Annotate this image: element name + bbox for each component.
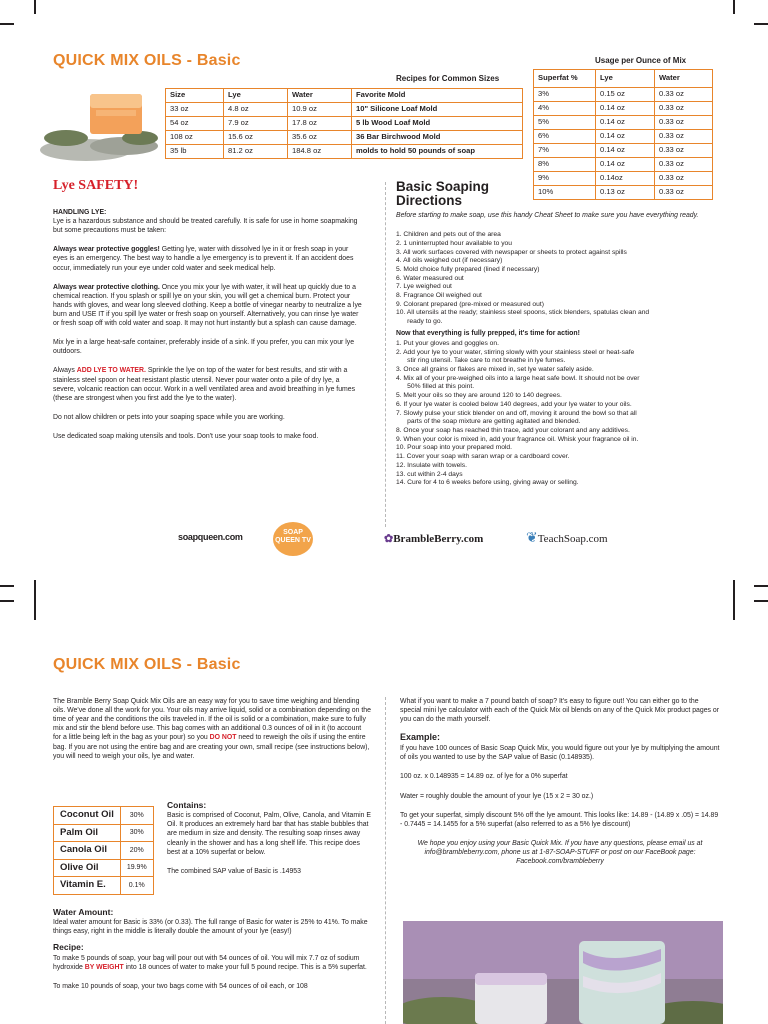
soapqueen-tv-label: SOAP QUEEN TV (275, 529, 311, 544)
table-cell: 108 oz (166, 131, 224, 145)
table-cell: 8% (534, 158, 596, 172)
list-item: 12. Insulate with towels. (396, 461, 467, 469)
table-cell: 0.33 oz (655, 144, 713, 158)
table-cell: 0.14 oz (596, 144, 655, 158)
table-cell: 3% (534, 88, 596, 102)
list-item: 4. All oils weighed out (if necessary) (396, 257, 503, 265)
table-row (534, 102, 713, 116)
list-item: 8. Once your soap has reached thin trace, add your colorant and any additives. (396, 426, 630, 434)
batch-question-text: What if you want to make a 7 pound batch of soap? It's easy to figure out! You can either go to the special mini lye calculator with each of the Quick Mix oil blends on any of the Quick Mix product pages or you can do the math yourself. (400, 698, 720, 724)
table-cell: 0.14 oz (596, 130, 655, 144)
table-row (166, 117, 523, 131)
list-item: 9. Colorant prepared (pre-mixed or measured out) (396, 300, 544, 308)
table-cell: 0.14 oz (596, 158, 655, 172)
list-item: 1. Put your gloves and goggles on. (396, 339, 499, 347)
table-cell: 0.14oz (596, 172, 655, 186)
sap-value-text: The combined SAP value of Basic is .14953 (167, 867, 301, 875)
list-item: 6. If your lye water is cooled below 140 degrees, add your lye water to your oils. (396, 400, 632, 408)
table-header: Water (288, 89, 352, 103)
table-row (534, 172, 713, 186)
table-row (534, 158, 713, 172)
oil-percent: 19.9% (120, 859, 153, 877)
table-cell: 0.33 oz (655, 186, 713, 200)
table-cell: 10% (534, 186, 596, 200)
column-divider (385, 182, 386, 527)
clothing-text: Once you mix your lye with water, it will heat up quickly due to a chemical reaction. If you splash or spill lye on your skin, you will get a chemical burn. Protect your hands with gloves, and wear long sleeved clothing. Keep a bottle of vinegar nearby to neutralize a lye burn and USE IT if you spill lye water or fresh soap on yourself. Alternatively, you can rinse lye water or fresh soap off with cold water and soap. It may not hurt instantly but a splash can cause damage. (53, 283, 362, 328)
table-cell: 15.6 oz (224, 131, 288, 145)
table-cell: 7.9 oz (224, 117, 288, 131)
soap-photo-bottom (403, 921, 723, 1024)
recipe-heading: Recipe: (53, 942, 84, 953)
table-cell: 0.33 oz (655, 130, 713, 144)
table-cell: 0.13 oz (596, 186, 655, 200)
table-header: Superfat % (534, 70, 596, 88)
table-row (534, 88, 713, 102)
lye-intro: Lye is a hazardous substance and should be treated carefully. It is safe for use in home soapmaking but some precautions must be taken: (53, 218, 358, 235)
table-header: Lye (224, 89, 288, 103)
do-not-warning: DO NOT (209, 734, 237, 742)
crop-mark (0, 23, 14, 25)
list-item: 11. Cover your soap with saran wrap or a cardboard cover. (396, 453, 570, 461)
table-header: Size (166, 89, 224, 103)
recipe-text-10lb: To make 10 pounds of soap, your two bags come with 54 ounces of oil each, or 108 (53, 982, 308, 990)
table-cell: 0.33 oz (655, 172, 713, 186)
crop-mark (34, 580, 36, 620)
directions-title (396, 180, 489, 208)
table-cell: 7% (534, 144, 596, 158)
usage-heading: Usage per Ounce of Mix (595, 56, 687, 65)
list-item: 5. Mold choice fully prepared (lined if necessary) (396, 265, 540, 273)
table-cell: 0.33 oz (655, 88, 713, 102)
table-cell: 10.9 oz (288, 103, 352, 117)
table-cell: 5% (534, 116, 596, 130)
example-text: If you have 100 ounces of Basic Soap Quick Mix, you would figure out your lye by multiplying the amount of oils you wanted to use by the SAP value of Basic (0.148935). (400, 745, 720, 762)
steps-list (396, 340, 736, 488)
add-lye-text: Sprinkle the lye on top of the water for best results, and stir with a stainless steel spoon or heat resistant plastic utensil. Never pour water onto a pile of dry lye, a severe, volcanic reaction can occur. Work in a well ventilated area and avoid breathing in lye fumes (these are strongest when you first add the lye to the water). (53, 367, 356, 402)
oil-percent: 0.1% (120, 877, 153, 895)
table-header: Water (655, 70, 713, 88)
table-cell: 54 oz (166, 117, 224, 131)
water-text: Ideal water amount for Basic is 33% (or 0.33). The full range of Basic for water is 25% to 41%. To make things easy, right in the middle is literally double the amount of your lye (easy!) (53, 919, 368, 936)
oil-name: Canola Oil (54, 842, 121, 860)
add-lye-warning: ADD LYE TO WATER. (76, 367, 146, 375)
contains-heading: Contains: (167, 800, 207, 810)
table-cell: 4% (534, 102, 596, 116)
directions-body (396, 211, 736, 488)
table-row (534, 186, 713, 200)
example-water: Water = roughly double the amount of your lye (15 x 2 = 30 oz.) (400, 792, 594, 800)
recipe-text: To make 5 pounds of soap, your bag will pour out with 54 ounces of oil. You will mix 7.7 oz of sodium hydroxide (53, 954, 360, 971)
recipes-table (165, 88, 523, 159)
bottom-right-column (400, 697, 720, 872)
handling-lye-heading: HANDLING LYE: (53, 209, 107, 216)
table-cell: 184.8 oz (288, 145, 352, 159)
contains-section (167, 800, 371, 882)
list-item: 1. Children and pets out of the area (396, 231, 501, 239)
crop-mark (733, 580, 735, 620)
table-row (166, 103, 523, 117)
list-item: 10. All utensils at the ready; stainless steel spoons, stick blenders, spatulas clean and (396, 309, 650, 317)
table-cell: 0.33 oz (655, 158, 713, 172)
soap-photo (36, 80, 162, 162)
table-row (166, 131, 523, 145)
berry-icon: ✿ (384, 533, 394, 545)
list-item: parts of the soap mixture are getting agitated and blended. (396, 418, 581, 426)
table-cell: 35.6 oz (288, 131, 352, 145)
crop-mark (733, 0, 735, 14)
table-cell: 4.8 oz (224, 103, 288, 117)
list-item: 13. cut within 2-4 days (396, 470, 463, 478)
list-item: 50% filled at this point. (396, 383, 475, 391)
table-row (54, 859, 154, 877)
oil-name: Vitamin E. (54, 877, 121, 895)
table-row (534, 116, 713, 130)
bottom-intro (53, 697, 371, 767)
water-section (53, 907, 371, 997)
table-cell: 36 Bar Birchwood Mold (352, 131, 523, 145)
example-calc: 100 oz. x 0.148935 = 14.89 oz. of lye for a 0% superfat (400, 773, 568, 781)
children-text: Do not allow children or pets into your soaping space while you are working. (53, 413, 285, 421)
list-item: 5. Melt your oils so they are around 120 to 140 degrees. (396, 392, 562, 400)
oil-percent: 30% (120, 824, 153, 842)
table-row (534, 144, 713, 158)
teachsoap-logo (526, 530, 608, 548)
lye-safety-text (53, 208, 363, 447)
recipes-heading: Recipes for Common Sizes (396, 74, 500, 83)
checklist (396, 231, 736, 327)
table-row (534, 130, 713, 144)
list-item: 3. All work surfaces covered with newspaper or sheets to protect against spills (396, 248, 627, 256)
water-heading: Water Amount: (53, 907, 114, 917)
soapqueen-logo: soapqueen.com (178, 532, 243, 542)
list-item: 8. Fragrance Oil weighed out (396, 292, 482, 300)
crop-mark (754, 23, 768, 25)
closing-text: We hope you enjoy using your Basic Quick Mix. If you have any questions, please email us at info@brambleberry.com, phone us at 1-87-SOAP-STUFF or post on our FaceBook page: Facebook.com/brambleberry (417, 839, 703, 866)
table-header-row (534, 70, 713, 88)
clothing-lead: Always wear protective clothing. (53, 283, 160, 291)
crop-mark (34, 0, 36, 14)
page-title-bottom: QUICK MIX OILS - Basic (53, 656, 241, 673)
oil-composition-table (53, 806, 154, 895)
container-text: Mix lye in a large heat-safe container, preferably inside of a sink. If you prefer, you can mix your lye outdoors. (53, 339, 355, 356)
tools-text: Use dedicated soap making utensils and tools. Don't use your soap tools to make food. (53, 432, 319, 440)
goggles-text: Getting lye, water with dissolved lye in it or fresh soap in your eyes is an emergency. The best way to handle a lye emergency is to prevent it. If an accident does occur, immediately run your eye under cold water and seek medical help. (53, 246, 354, 272)
teachsoap-label: TeachSoap.com (537, 533, 608, 545)
always-word: Always (53, 367, 77, 375)
crop-mark (754, 585, 768, 587)
table-cell: 0.33 oz (655, 102, 713, 116)
table-header: Favorite Mold (352, 89, 523, 103)
list-item: 4. Mix all of your pre-weighed oils into a large heat safe bowl. It should not be over (396, 374, 640, 382)
goggles-lead: Always wear protective goggles! (53, 246, 160, 254)
directions-title-line: Basic Soaping (396, 179, 490, 194)
crop-mark (754, 600, 768, 602)
table-cell: 17.8 oz (288, 117, 352, 131)
brambleberry-logo (384, 532, 483, 547)
intro-text: The Bramble Berry Soap Quick Mix Oils are an easy way for you to save time weighing and blending oils. We've done all the work for you. Your oils may arrive liquid, solid or a combination depending on the time of year and the conditions the oils traveled in. If the oil is solid or a combination, make sure to fully mix and stir the blend before use. This bag comes with an additional 0.3 ounces of oil in it (to account for a little being left in the bag as your pour) so you (53, 698, 371, 742)
example-superfat: To get your superfat, simply discount 5% off the lye amount. This looks like: 14.89 - (14.89 x .05) = 14.89 - 0.7445 = 14.1455 for a 5% superfat (also referred to as a 5% lye discount) (400, 811, 719, 828)
table-row (54, 877, 154, 895)
directions-title-line: Directions (396, 193, 463, 209)
brambleberry-label: BrambleBerry.com (393, 533, 484, 545)
table-cell: 0.15 oz (596, 88, 655, 102)
table-cell: 35 lb (166, 145, 224, 159)
oil-name: Coconut Oil (54, 807, 121, 825)
action-heading: Now that everything is fully prepped, it's time for action! (396, 329, 580, 337)
table-row (54, 842, 154, 860)
oil-name: Palm Oil (54, 824, 121, 842)
table-header: Lye (596, 70, 655, 88)
example-heading: Example: (400, 732, 441, 743)
table-row (166, 145, 523, 159)
crop-mark (0, 585, 14, 587)
page-title: QUICK MIX OILS - Basic (53, 52, 241, 69)
table-row (54, 824, 154, 842)
table-cell: 33 oz (166, 103, 224, 117)
list-item: ready to go. (396, 318, 443, 326)
list-item: 7. Lye weighed out (396, 283, 452, 291)
recipe-text: into 18 ounces of water to make your full 5 pound recipe. This is a 5% superfat. (123, 963, 367, 971)
by-weight-warning: BY WEIGHT (84, 963, 124, 971)
list-item: 14. Cure for 4 to 6 weeks before using, giving away or selling. (396, 479, 579, 487)
oil-name: Olive Oil (54, 859, 121, 877)
soapqueen-tv-logo (273, 522, 313, 556)
table-header-row (166, 89, 523, 103)
oil-percent: 30% (120, 807, 153, 825)
table-cell: molds to hold 50 pounds of soap (352, 145, 523, 159)
table-cell: 5 lb Wood Loaf Mold (352, 117, 523, 131)
list-item: 7. Slowly pulse your stick blender on and off, moving it around the bowl so that all (396, 409, 637, 417)
contains-text: Basic is comprised of Coconut, Palm, Olive, Canola, and Vitamin E Oil. It produces an extremely hard bar that has stable bubbles that are medium in size and density. The resulting soap rinses away cleanly in the shower and has a long shelf life. This recipe does best at a 10% superfat or below. (167, 812, 372, 856)
list-item: stir ring utensil. Take care to not breathe in lye fumes. (396, 357, 566, 365)
list-item: 9. When your color is mixed in, add your fragrance oil. Whisk your fragrance oil in. (396, 435, 639, 443)
list-item: 2. 1 uninterrupted hour available to you (396, 239, 512, 247)
list-item: 10. Pour soap into your prepared mold. (396, 444, 512, 452)
table-cell: 6% (534, 130, 596, 144)
list-item: 2. Add your lye to your water, stirring slowly with your stainless steel or heat-safe (396, 348, 635, 356)
table-cell: 10" Silicone Loaf Mold (352, 103, 523, 117)
table-cell: 0.33 oz (655, 116, 713, 130)
directions-intro: Before starting to make soap, use this handy Cheat Sheet to make sure you have everything ready. (396, 212, 699, 219)
table-cell: 81.2 oz (224, 145, 288, 159)
crop-mark (0, 600, 14, 602)
oil-percent: 20% (120, 842, 153, 860)
intro-text: need to reweigh the oils if using the entire bag. If you are not using the entire bag and are creating your own, small recipe (see instructions below), you will need to weigh your oils, lye and water. (53, 734, 370, 760)
table-row (54, 807, 154, 825)
table-cell: 9% (534, 172, 596, 186)
table-cell: 0.14 oz (596, 102, 655, 116)
usage-table (533, 69, 713, 200)
column-divider (385, 697, 386, 1024)
soap-bubble-icon: ❦ (526, 531, 538, 546)
list-item: 3. Once all grains or flakes are mixed in, set lye water safely aside. (396, 366, 594, 374)
lye-safety-title: Lye SAFETY! (53, 178, 139, 193)
list-item: 6. Water measured out (396, 274, 464, 282)
table-cell: 0.14 oz (596, 116, 655, 130)
